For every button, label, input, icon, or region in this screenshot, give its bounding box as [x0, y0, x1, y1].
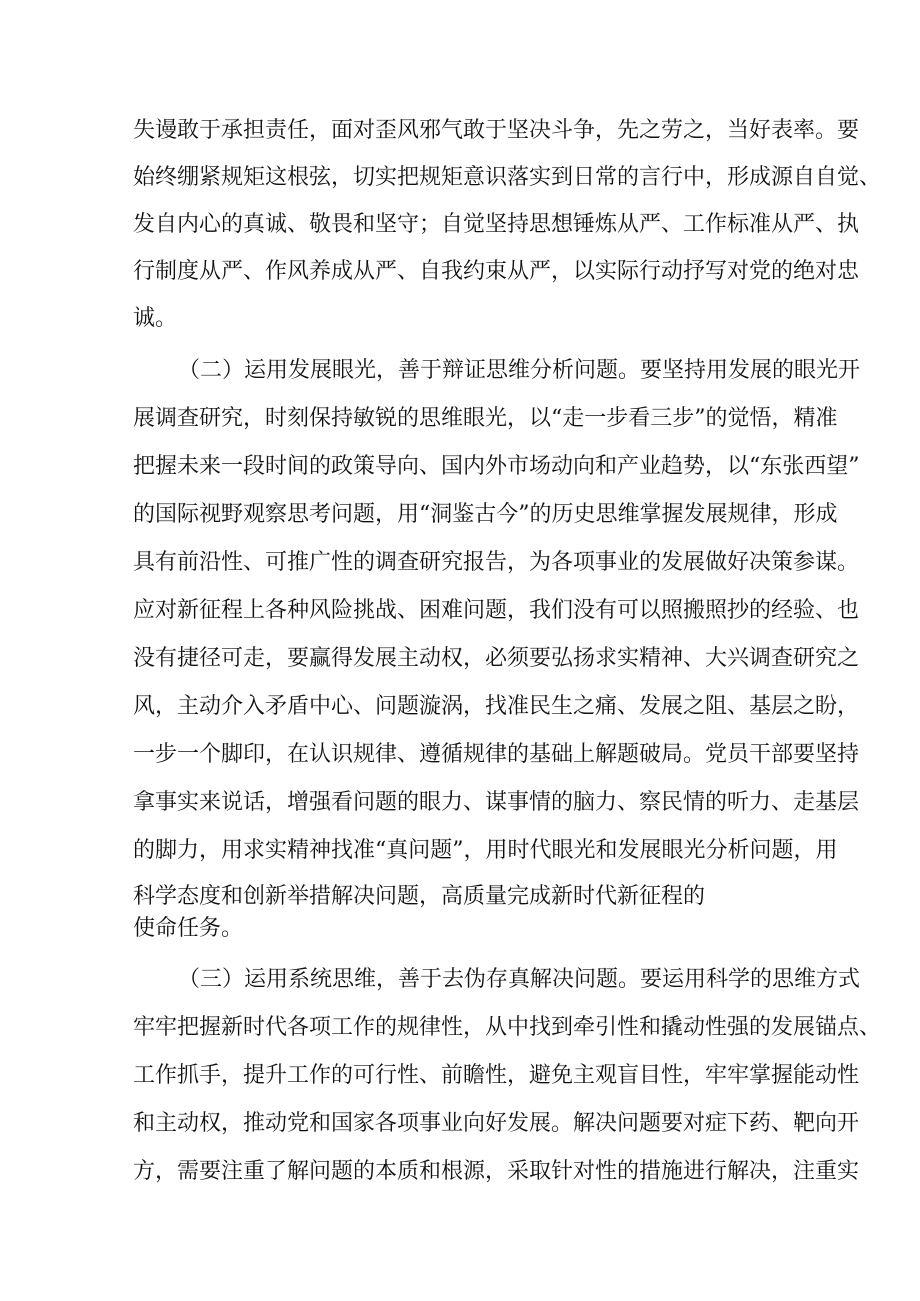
text-line: 一步一个脚印，在认识规律、遵循规律的基础上解题破局。党员干部要坚持 — [133, 742, 860, 767]
text-line: 风，主动介入矛盾中心、问题漩涡，找准民生之痛、发展之阻、基层之盼， — [133, 694, 860, 719]
text-line: 使命任务。 — [133, 916, 244, 941]
section-heading-line: （三）运用系统思维，善于去伪存真解决问题。要运用科学的思维方式 — [178, 967, 861, 992]
text-line: 失谩敢于承担责任，面对歪风邪气敢于坚决斗争，先之劳之，当好表率。要 — [133, 118, 860, 143]
text-line: 没有捷径可走，要赢得发展主动权，必须要弘扬求实精神、大兴调查研究之 — [133, 646, 860, 671]
text-line: 诚。 — [133, 306, 178, 331]
section-heading-line: （二）运用发展眼光，善于辩证思维分析问题。要坚持用发展的眼光开 — [178, 358, 861, 383]
text-line: 发自内心的真诚、敬畏和坚守；自觉坚持思想锤炼从严、工作标准从严、执 — [133, 212, 860, 237]
text-line: 工作抓手，提升工作的可行性、前瞻性，避免主观盲目性，牢牢掌握能动性 — [133, 1063, 860, 1088]
text-line: 行制度从严、作风养成从严、自我约束从严，以实际行动抒写对党的绝对忠 — [133, 259, 860, 284]
text-line: 展调查研究，时刻保持敏锐的思维眼光，以“走一步看三步”的觉悟，精准 — [133, 406, 838, 431]
text-line: 牢牢把握新时代各项工作的规律性，从中找到牵引性和撬动性强的发展锚点、 — [133, 1015, 882, 1040]
text-line: 方，需要注重了解问题的本质和根源，采取针对性的措施进行解决，注重实 — [133, 1159, 860, 1184]
text-line: 拿事实来说话，增强看问题的眼力、谋事情的脑力、察民情的听力、走基层 — [133, 790, 860, 815]
text-line: 应对新征程上各种风险挑战、困难问题，我们没有可以照搬照抄的经验、也 — [133, 598, 860, 623]
text-line: 始终绷紧规矩这根弦，切实把规矩意识落实到日常的言行中，形成源自自觉、 — [133, 165, 882, 190]
text-line: 科学态度和创新举措解决问题，高质量完成新时代新征程的 — [133, 884, 706, 909]
text-line: 的脚力，用求实精神找准“真问题”，用时代眼光和发展眼光分析问题，用 — [133, 838, 838, 863]
text-line: 把握未来一段时间的政策导向、国内外市场动向和产业趋势，以“东张西望” — [133, 454, 860, 479]
text-line: 和主动权，推动党和国家各项事业向好发展。解决问题要对症下药、靶向开 — [133, 1111, 860, 1136]
text-line: 的国际视野观察思考问题，用“洞鉴古今”的历史思维掌握发展规律，形成 — [133, 502, 838, 527]
text-line: 具有前沿性、可推广性的调查研究报告，为各项事业的发展做好决策参谋。 — [133, 550, 860, 575]
